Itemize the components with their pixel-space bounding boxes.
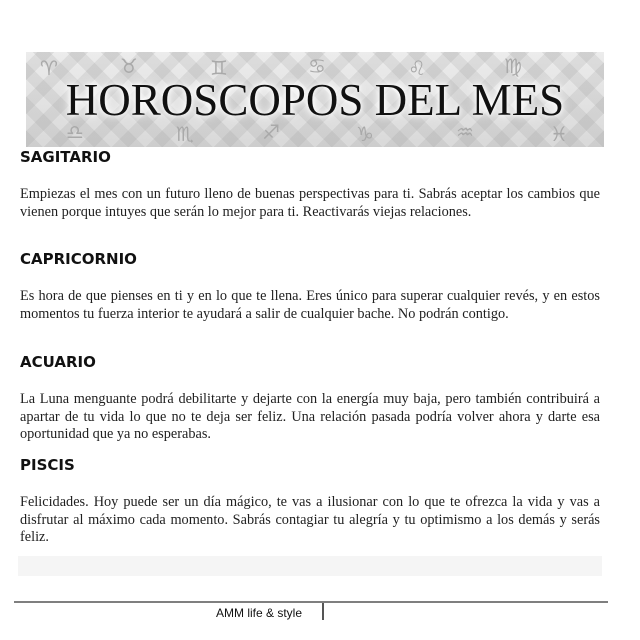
section-text: La Luna menguante podrá debilitarte y dejarte con la energía muy baja, pero también contribuirá a apartar de tu vida lo que no te deja ser feliz. Una relación pasada podría volver ahora y darte esa oportunidad que ya no esperabas. [20,391,600,442]
libra-symbol-icon: ♎ [66,120,84,144]
section-heading: PISCIS [20,456,75,474]
banner-title: HOROSCOPOS DEL MES [65,75,565,125]
footer-brand: AMM life & style [216,606,303,620]
scorpio-symbol-icon: ♏ [176,122,194,146]
section-heading: CAPRICORNIO [20,250,137,268]
virgo-symbol-icon: ♍ [504,54,522,78]
leo-symbol-icon: ♌ [408,56,426,80]
section-sagitario [20,148,600,221]
gemini-symbol-icon: ♊ [210,56,228,80]
cancer-symbol-icon: ♋ [308,54,326,78]
section-text: Felicidades. Hoy puede ser un día mágico, te vas a ilusionar con lo que te ofrezca la vida y vas a disfrutar al máximo cada momento. Sabrás contagiar tu alegría y tu optimismo a los demás y serás feliz. [20,494,600,545]
section-piscis [20,456,600,547]
taurus-symbol-icon: ♉ [120,54,138,78]
footer-divider [14,601,608,603]
section-capricornio [20,250,600,323]
capricorn-symbol-icon: ♑ [356,122,374,146]
aquarius-symbol-icon: ♒ [456,120,474,144]
zodiac-banner [26,52,604,147]
section-text: Es hora de que pienses en ti y en lo que te llena. Eres único para superar cualquier revés, y en estos momentos tu fuerza interior te ayudará a salir de cualquier bache. No podrán contigo. [20,288,600,322]
section-acuario [20,353,600,444]
blank-band [18,556,602,576]
sagittarius-symbol-icon: ♐ [262,120,280,144]
section-text: Empiezas el mes con un futuro lleno de buenas perspectivas para ti. Sabrás aceptar los cambios que vienen porque intuyes que serán lo mejor para ti. Reactivarás viejas relaciones. [20,186,600,220]
section-heading: ACUARIO [20,353,96,371]
pisces-symbol-icon: ♓ [550,122,568,146]
footer-separator [322,603,324,620]
aries-symbol-icon: ♈ [40,56,58,80]
section-heading: SAGITARIO [20,148,111,166]
